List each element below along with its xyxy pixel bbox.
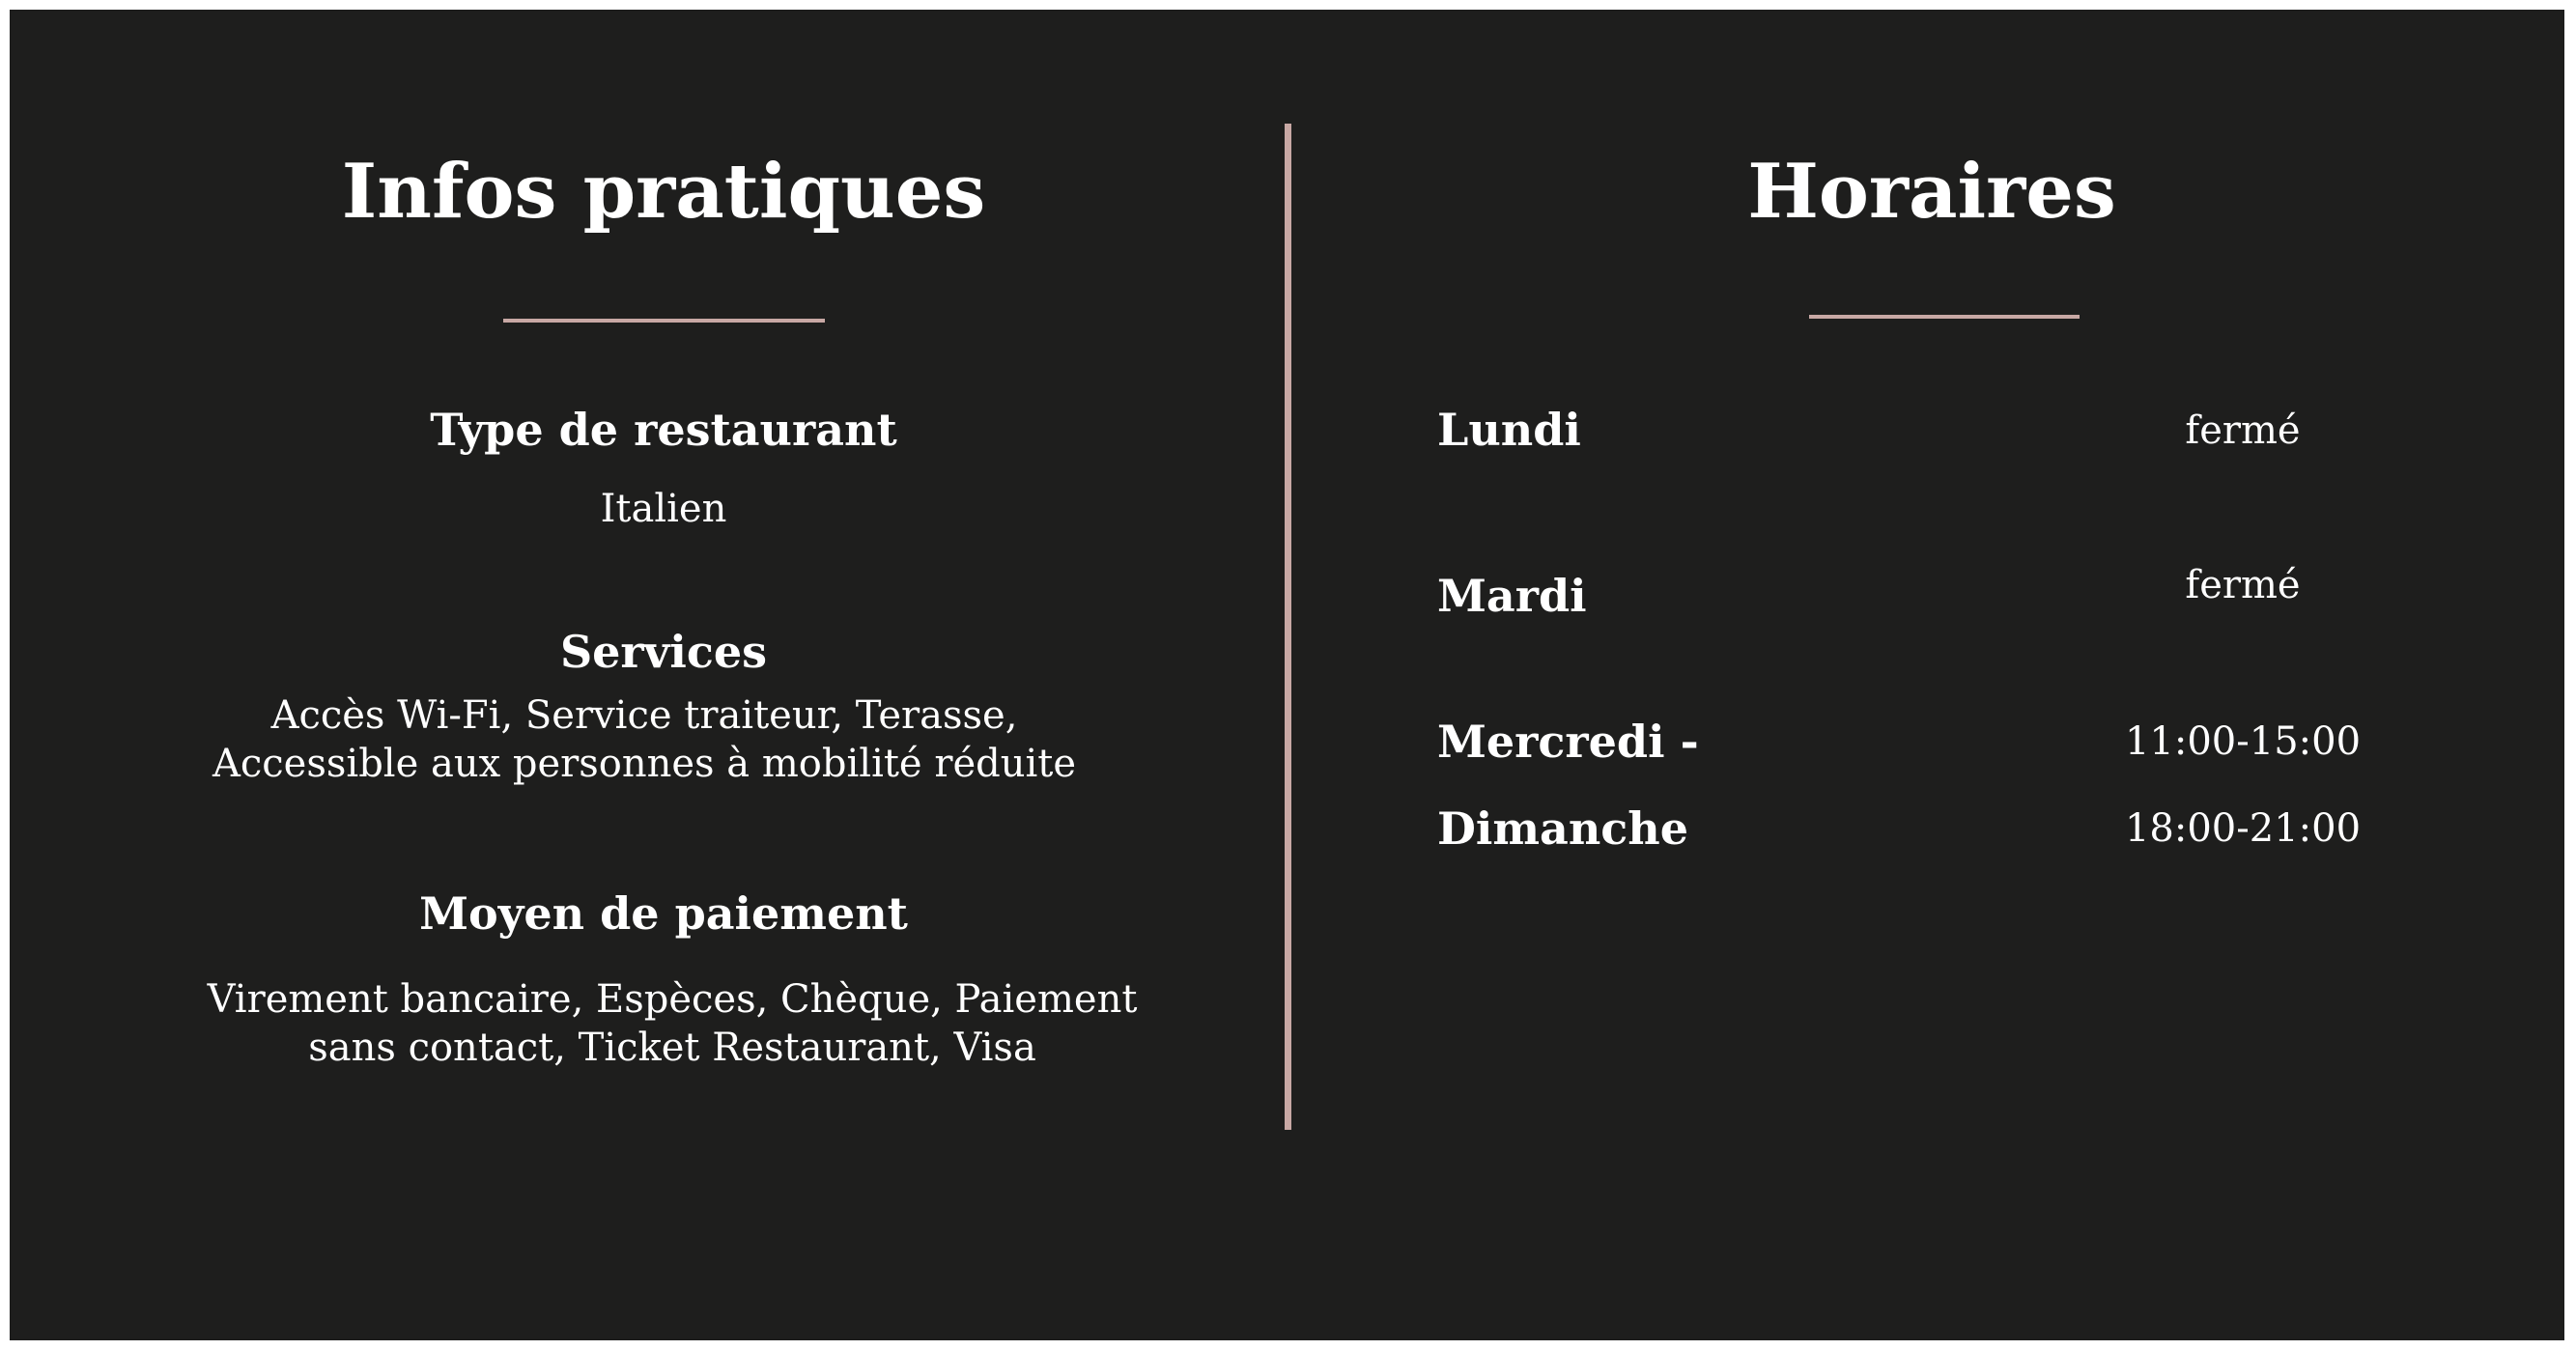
day-mardi: Mardi	[1437, 570, 1587, 622]
infos-title-underline	[503, 319, 825, 323]
services-line-1: Accès Wi-Fi, Service traiteur, Terasse,	[270, 693, 1018, 738]
payment-line-2: sans contact, Ticket Restaurant, Visa	[308, 1026, 1036, 1070]
type-restaurant-label: Type de restaurant	[430, 404, 897, 456]
info-panel	[10, 10, 2564, 1340]
day-mercredi: Mercredi -	[1437, 716, 1699, 768]
infos-pratiques-section	[10, 10, 1285, 1340]
payment-line-1: Virement bancaire, Espèces, Chèque, Paiement	[207, 977, 1138, 1022]
horaires-title: Horaires	[1747, 148, 2116, 236]
column-divider	[1285, 124, 1291, 1130]
horaires-title-underline	[1809, 315, 2080, 319]
payment-value	[208, 975, 1138, 1072]
day-lundi: Lundi	[1437, 404, 1581, 456]
infos-pratiques-title: Infos pratiques	[341, 148, 986, 236]
hours-evening: 18:00-21:00	[2124, 806, 2362, 851]
hours-mardi: fermé	[2185, 563, 2301, 607]
type-restaurant-value: Italien	[600, 487, 727, 531]
hours-lundi: fermé	[2185, 408, 2301, 453]
hours-morning: 11:00-15:00	[2124, 719, 2362, 764]
services-label: Services	[559, 626, 768, 678]
services-value	[212, 691, 1076, 788]
payment-label: Moyen de paiement	[419, 887, 908, 940]
day-dimanche: Dimanche	[1437, 802, 1689, 855]
services-line-2: Accessible aux personnes à mobilité réduite	[212, 742, 1077, 786]
